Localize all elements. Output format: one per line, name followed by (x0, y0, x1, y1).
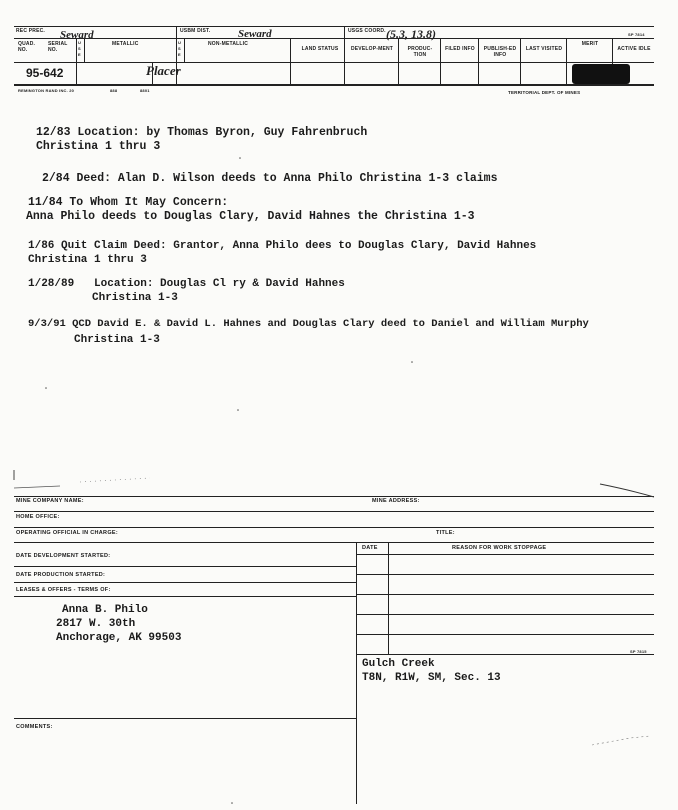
entry-2-line-1: 2/84 Deed: Alan D. Wilson deeds to Anna Philo Christina 1-3 claims (42, 172, 498, 185)
department-label: TERRITORIAL DEPT. OF MINES (508, 90, 581, 95)
metallic-label: METALLIC (112, 41, 139, 47)
quad-label: QUAD. NO. (18, 41, 36, 53)
usbm-dist-label: USBM DIST. (180, 28, 211, 34)
serial-label: SERIAL NO. (48, 41, 68, 53)
form-number-2: SP 7815 (630, 649, 647, 654)
last-visited-label: LAST VISITED (525, 46, 563, 52)
leases-offers-label: LEASES & OFFERS - TERMS OF: (16, 587, 111, 593)
entry-1-line-2: Christina 1 thru 3 (36, 140, 161, 153)
use-label-nonmetallic: U S E (178, 40, 182, 57)
reason-stoppage-label: REASON FOR WORK STOPPAGE (452, 545, 547, 551)
usbm-dist-value: Seward (238, 28, 272, 40)
lessee-street: 2817 W. 30th (56, 618, 136, 630)
filed-info-label: FILED INFO (445, 46, 475, 52)
use-label-metallic: U S E (78, 40, 82, 57)
entry-4-line-2: Christina 1 thru 3 (28, 254, 147, 266)
location-name: Gulch Creek (362, 658, 435, 670)
title-label: TITLE: (436, 530, 455, 536)
form-number: SP 7814 (628, 32, 645, 37)
entry-5-line-1: 1/28/89 Location: Douglas Cl ry & David Hahnes (28, 278, 345, 290)
entry-1-line-1: 12/83 Location: by Thomas Byron, Guy Fahrenbruch (36, 126, 368, 139)
entry-5-line-2: Christina 1-3 (92, 292, 178, 304)
entry-6-line-2: Christina 1-3 (74, 334, 160, 346)
nonmetallic-label: NON-METALLIC (208, 41, 249, 47)
date-production-label: DATE PRODUCTION STARTED: (16, 572, 106, 578)
merit-label: MERIT (581, 41, 599, 47)
production-label: PRODUC-TION (407, 46, 433, 58)
serial-number: 95-642 (26, 66, 64, 80)
lessee-city: Anchorage, AK 99503 (56, 632, 182, 644)
location-legal: T8N, R1W, SM, Sec. 13 (362, 672, 501, 684)
mine-address-label: MINE ADDRESS: (372, 498, 420, 504)
lessee-name: Anna B. Philo (62, 604, 148, 616)
usgs-coord-label: USGS COORD. (348, 28, 386, 34)
entry-3-line-1: 11/84 To Whom It May Concern: (28, 196, 229, 209)
date-column-label: DATE (362, 545, 378, 551)
placer-type: Placer (146, 63, 181, 78)
entry-6-line-1: 9/3/91 QCD David E. & David L. Hahnes and Douglas Clary deed to Daniel and William Murphy (28, 318, 589, 330)
usgs-coord-value: (5.3, 13.8) (386, 27, 436, 41)
rec-prec-label: REC PREC. (16, 28, 46, 34)
development-label: DEVELOP-MENT (350, 46, 394, 52)
date-development-label: DATE DEVELOPMENT STARTED: (16, 553, 111, 559)
active-idle-label: ACTIVE IDLE (617, 46, 651, 52)
published-info-label: PUBLISH-ED INFO (483, 46, 517, 58)
comments-label: COMMENTS: (16, 724, 53, 730)
home-office-label: HOME OFFICE: (16, 514, 60, 520)
entry-3-line-2: Anna Philo deeds to Douglas Clary, David Hahnes the Christina 1-3 (26, 210, 475, 223)
printer-code-1: 888 (110, 88, 118, 93)
printer-note: REMINGTON RAND INC. 20 (18, 88, 75, 93)
operating-official-label: OPERATING OFFICIAL IN CHARGE: (16, 530, 118, 536)
land-status-label: LAND STATUS (301, 46, 339, 52)
entry-4-line-1: 1/86 Quit Claim Deed: Grantor, Anna Philo dees to Douglas Clary, David Hahnes (28, 240, 537, 252)
printer-code-2: 8801 (140, 88, 150, 93)
mine-company-label: MINE COMPANY NAME: (16, 498, 84, 504)
rec-prec-value: Seward (60, 29, 94, 41)
